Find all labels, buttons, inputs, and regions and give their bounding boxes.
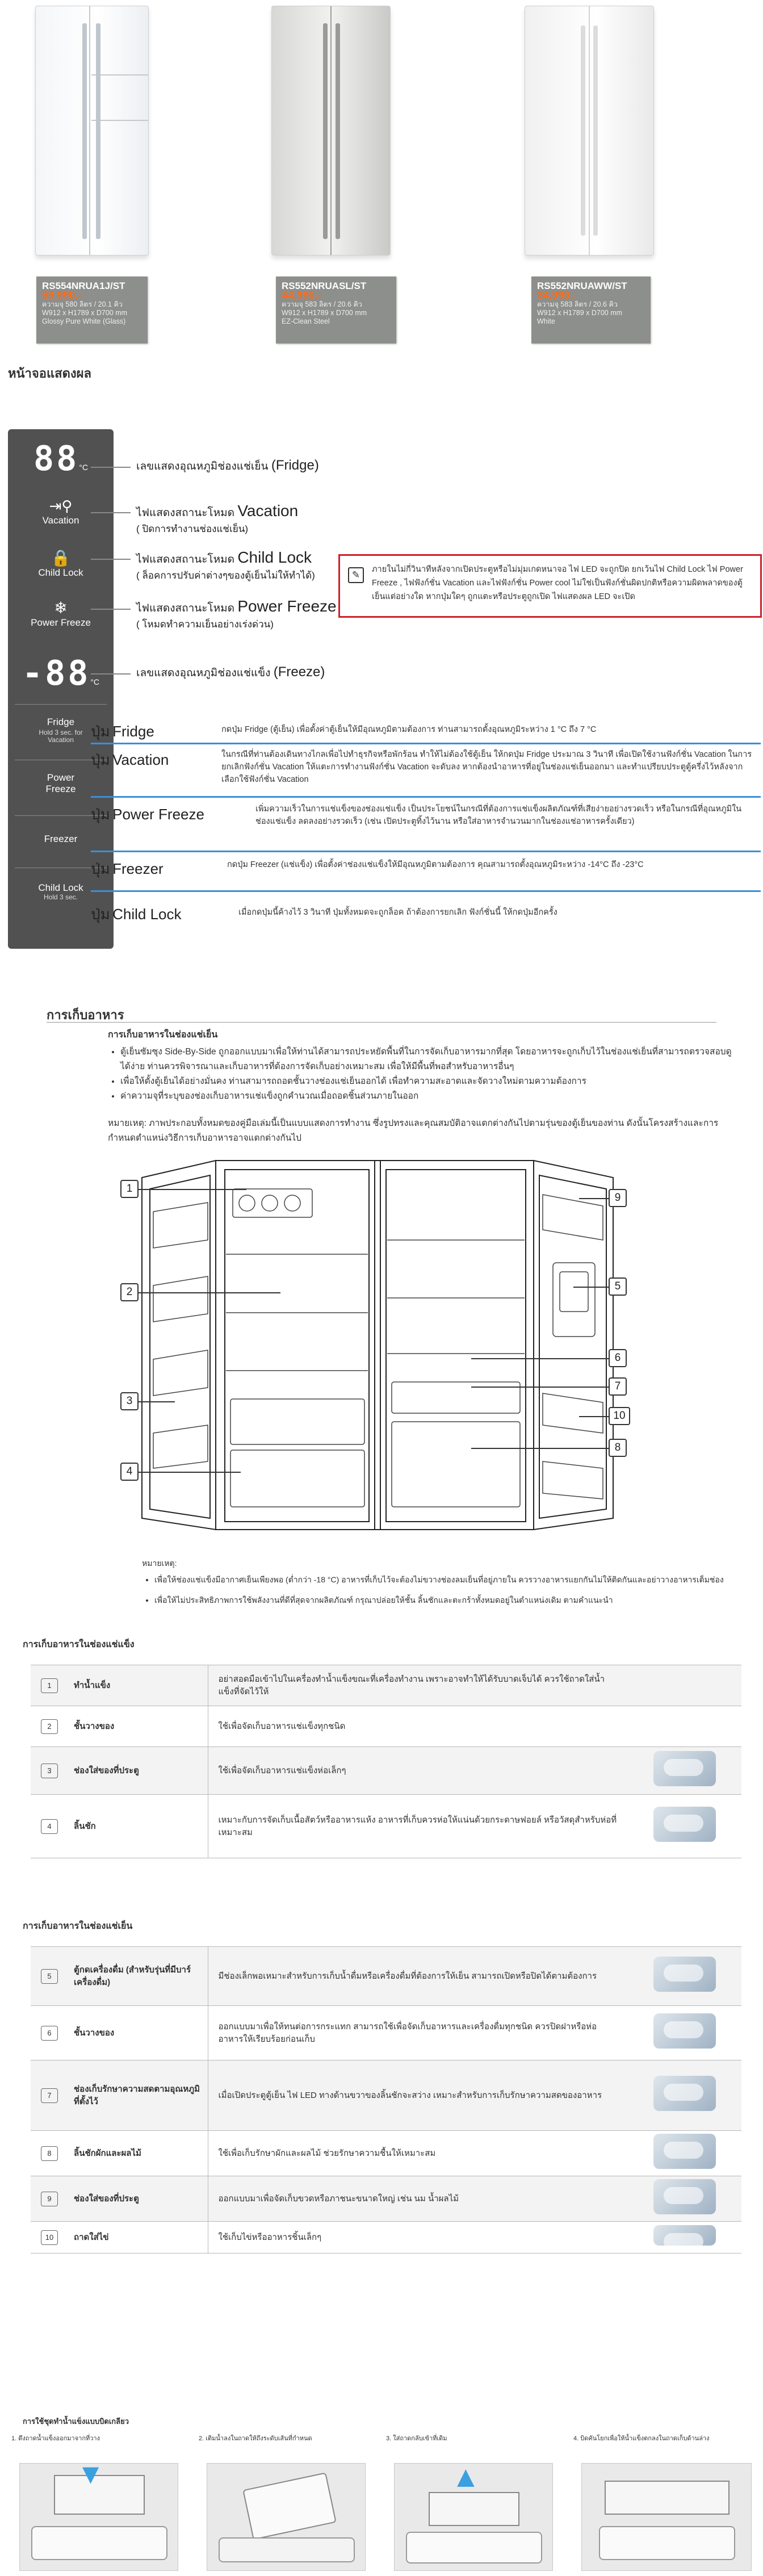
power-freeze-indicator: ❄ Power Freeze — [8, 598, 114, 629]
table-row: 7 ช่องเก็บรักษาความสดตามอุณหภูมิที่ตั้งไว้ เมื่อเปิดประตูตู้เย็น ไฟ LED ทางด้านขวาของลิ้นชักจะสว่าง เหมาะสำหรับการเก็บรักษาความสดของอาหาร — [31, 2060, 741, 2131]
price: 44,990.- — [282, 290, 321, 301]
callout-7: 7 — [609, 1377, 627, 1396]
callout-6: 6 — [609, 1349, 627, 1367]
capacity: ความจุ 583 ลิตร / 20.6 คิว — [282, 300, 362, 308]
table-row: 6 ชั้นวางของ ออกแบบมาเพื่อให้ทนต่อการกระแทก สามารถใช้เพื่อจัดเก็บอาหารและเครื่องดื่มทุกชนิด ควรปิดฝาหรือห่ออาหารให้เรียบร้อยก่อนเก็บ — [31, 2006, 741, 2060]
list-item: • เพื่อให้ช่องแช่แข็งมีอากาศเย็นเพียงพอ (ต่ำกว่า -18 °C) อาหารที่เก็บไว้จะต้องไม่ขวางช่องลมเย็นที่อยู่ภายใน ควรวางอาหารแยกกันไม่ให้ติดกันและอย่าวางอาหารเต็มช่อง — [154, 1573, 744, 1586]
price: 34,990.- — [537, 290, 577, 301]
callout-line — [139, 1292, 280, 1293]
list-item: • ค่าความจุที่ระบุของช่องเก็บอาหารแช่แข็งถูกคำนวณเมื่อถอดชิ้นส่วนภายในออก — [120, 1089, 738, 1104]
model-name: RS552NRUAWW/ST — [537, 280, 627, 291]
divider-line — [91, 743, 761, 744]
fridge-temp-display: 88°C — [33, 439, 88, 479]
callout-10: 10 — [609, 1407, 630, 1425]
finish: EZ-Clean Steel — [282, 317, 330, 325]
freezer-table-title: การเก็บอาหารในช่องแช่แข็ง — [23, 1640, 135, 1649]
table-row: 4 ลิ้นชัก เหมาะกับการจัดเก็บเนื้อสัตว์หรืออาหารแห้ง อาหารที่เก็บควรห่อให้แน่นด้วยกระดาษฟอยล์ หรือวัสดุสำหรับห่อที่เหมาะสม — [31, 1795, 741, 1858]
leader-line — [91, 673, 131, 675]
storage-title: การเก็บอาหาร — [47, 1008, 124, 1022]
power-freeze-button[interactable]: Power Freeze — [45, 772, 76, 794]
product-image-1 — [35, 6, 149, 255]
callout-line — [139, 1401, 175, 1402]
frozen-food-thumbnail — [653, 1751, 716, 1786]
fridge-button[interactable]: Fridge Hold 3 sec. for Vacation — [39, 717, 83, 744]
vacation-indicator: ⇥⚲ Vacation — [8, 497, 114, 526]
model-name: RS554NRUA1J/ST — [42, 280, 125, 291]
capacity: ความจุ 583 ลิตร / 20.6 คิว — [537, 300, 618, 308]
step-image — [581, 2463, 752, 2571]
finish: White — [537, 317, 555, 325]
power-freeze-label: ไฟแสดงสถานะโหมด Power Freeze ( โหมดทำความเย็นอย่างเร่งด่วน) — [136, 597, 337, 630]
child-lock-button[interactable]: Child Lock Hold 3 sec. — [38, 882, 83, 901]
diagram-notes — [142, 1573, 744, 1607]
callout-line — [139, 1472, 241, 1473]
freezer-temp-label: เลขแสดงอุณหภูมิช่องแช่แข็ง (Freeze) — [136, 664, 325, 680]
child-lock-button-desc: เมื่อกดปุ่มนี้ค้างไว้ 3 วินาที ปุ่มทั้งหมดจะถูกล็อค ถ้าต้องการยกเลิก ฟังก์ชั่นนี้ ให้กดปุ่มอีกครั้ง — [238, 908, 557, 917]
leader-line — [91, 512, 131, 513]
list-item: • เพื่อให้ไม่ประสิทธิภาพการใช้พลังงานที่ดีที่สุดจากผลิตภัณฑ์ กรุณาปล่อยให้ชั้น ลิ้นชักและตะกร้าทั้งหมดอยู่ในตำแหน่งเดิม ตามคำแนะนำ — [154, 1593, 744, 1607]
callout-line — [471, 1358, 609, 1359]
table-row: 10 ถาดใส่ไข่ ใช้เก็บไข่หรืออาหารชิ้นเล็กๆ — [31, 2222, 741, 2254]
leader-line — [91, 609, 131, 610]
fridge-table-title: การเก็บอาหารในช่องแช่เย็น — [23, 1921, 133, 1931]
callout-line — [579, 1416, 609, 1417]
list-item: • ตู้เย็นซัมซุง Side-By-Side ถูกออกแบบมาเพื่อให้ท่านได้สามารถประหยัดพื้นที่ในการจัดเก็บอาหารมากที่สุด โดยอาหารจะถูกเก็บไว้ในช่องแช่เย็นที่สามารถตรวจสอบดูได้ง่าย ท่านควรพิจารณาและเก็บอาหารที่ต้องการจัดเก็บอย่างเหมาะสม เพื่อให้มีพื้นที่พอสำหรับอาหารอื่นๆ — [120, 1045, 738, 1074]
callout-4: 4 — [120, 1463, 139, 1481]
freezer-button-row: ปุ่ม Freezer — [91, 860, 164, 877]
step-1: 1. ดึงถาดน้ำแข็งออกมาจากที่วาง ▼ — [11, 2435, 182, 2571]
storage-bullets — [108, 1045, 738, 1104]
table-row: 2 ชั้นวางของ ใช้เพื่อจัดเก็บอาหารแช่แข็งทุกชนิด — [31, 1706, 741, 1747]
dimensions: W912 x H1789 x D700 mm — [282, 309, 367, 317]
divider-line — [91, 851, 761, 852]
table-row: 3 ช่องใส่ของที่ประตู ใช้เพื่อจัดเก็บอาหารแช่แข็งห่อเล็กๆ — [31, 1747, 741, 1795]
egg-tray-thumbnail — [653, 2225, 716, 2246]
table-row: 1 ทำน้ำแข็ง อย่าสอดมือเข้าไปในเครื่องทำน้ำแข็งขณะที่เครื่องทำงาน เพราะอาจทำให้ได้รับบาดเจ็บได้ ควรใช้ถาดใส่น้ำแข็งที่จัดไว้ให้ — [31, 1665, 741, 1706]
child-lock-indicator: 🔒 Child Lock — [8, 548, 114, 579]
dimensions: W912 x H1789 x D700 mm — [42, 309, 128, 317]
divider — [15, 704, 107, 705]
price-tag-3 — [531, 277, 651, 344]
table-row: 5 ตู้กดเครื่องดื่ม (สำหรับรุ่นที่มีบาร์เครื่องดื่ม) มีช่องเล็กพอเหมาะสำหรับการเก็บน้ำดื่มหรือเครื่องดื่มที่ต้องการให้เย็น สามารถเปิดหรือปิดได้ตามต้องการ — [31, 1947, 741, 2006]
callout-3: 3 — [120, 1392, 139, 1410]
product-image-3 — [525, 6, 654, 255]
freezer-button[interactable]: Freezer — [44, 833, 78, 844]
led-note-box: ✎ ภายในไม่กี่วินาทีหลังจากเปิดประตูหรือไม่มุ่มเกดหนาจอ ไฟ LED จะถูกปิด ยกเว้นไฟ Child Lock ไฟ Power Freeze , ไฟฟังก์ชั่น Vacation และไฟฟังก์ชั่น Power cool ไม่ใช่เป็นฟังก์ชั่นผิดปกติหรือความผิดพลาดของตู้เย็นแต่อย่างใด หากปุ่มใดๆ ถูกแตะหรือประตูถูกเปิด ไฟแสดงผล LED จะเปิด — [338, 554, 762, 618]
capacity: ความจุ 580 ลิตร / 20.1 คิว — [42, 300, 123, 308]
leader-line — [91, 467, 131, 468]
vacation-label: ไฟแสดงสถานะโหมด Vacation ( ปิดการทำงานช่องแช่เย็น) — [136, 502, 299, 534]
callout-line — [579, 1198, 609, 1199]
step-3: 3. ใส่ถาดกลับเข้าที่เดิม ▲ — [386, 2435, 556, 2571]
product-image-2 — [271, 6, 391, 255]
callout-1: 1 — [120, 1180, 139, 1198]
fridge-button-row: ปุ่ม Fridge — [91, 723, 154, 740]
freezer-temp-display: -88°C — [22, 654, 100, 693]
display-section-title: หน้าจอแสดงผล — [8, 366, 92, 380]
callout-2: 2 — [120, 1283, 139, 1301]
freezer-button-desc: กดปุ่ม Freezer (แช่แข็ง) เพื่อตั้งค่าช่องแช่แข็งให้มีอุณหภูมิตามต้องการ คุณสามารถตั้งอุณหภูมิระหว่าง -14°C ถึง -23°C — [227, 860, 644, 869]
divider-line — [91, 890, 761, 892]
model-name: RS552NRUASL/ST — [282, 280, 367, 291]
table-row: 8 ลิ้นชักผักและผลไม้ ใช้เพื่อเก็บรักษาผักและผลไม้ ช่วยรักษาความชื้นให้เหมาะสม — [31, 2131, 741, 2176]
fridge-table — [31, 1946, 741, 2254]
fridge-interior-diagram — [126, 1155, 627, 1535]
bottles-thumbnail — [653, 2179, 716, 2214]
step-image: ▲ — [394, 2463, 553, 2571]
freezer-table — [31, 1665, 741, 1858]
step-image: ▼ — [19, 2463, 178, 2571]
step-4: 4. บิดคันโยกเพื่อให้น้ำแข็งตกลงในถาดเก็บด้านล่าง — [573, 2435, 755, 2571]
table-row: 9 ช่องใส่ของที่ประตู ออกแบบมาเพื่อจัดเก็บขวดหรือภาชนะขนาดใหญ่ เช่น นม น้ำผลไม้ — [31, 2176, 741, 2222]
vegetables-thumbnail — [653, 2134, 716, 2169]
lock-icon: 🔒 — [51, 549, 71, 567]
dimensions: W912 x H1789 x D700 mm — [537, 309, 623, 317]
callout-line — [573, 1287, 609, 1288]
drinks-thumbnail — [653, 1957, 716, 1992]
vacation-icon: ⇥⚲ — [49, 497, 73, 514]
snowflake-icon: ❄ — [54, 599, 68, 617]
vacation-button-row: ปุ่ม Vacation — [91, 751, 169, 768]
meat-thumbnail — [653, 1807, 716, 1842]
callout-line — [139, 1189, 246, 1190]
callout-9: 9 — [609, 1189, 627, 1207]
child-lock-label: ไฟแสดงสถานะโหมด Child Lock ( ล็อคการปรับค่าต่างๆของตู้เย็นไม่ให้ทำได้) — [136, 548, 315, 581]
fridge-temp-label: เลขแสดงอุณหภูมิช่องแช่เย็น (Fridge) — [136, 458, 319, 473]
callout-5: 5 — [609, 1277, 627, 1296]
steps-title: การใช้ชุดทำน้ำแข็งแบบบิดเกลียว — [23, 2417, 129, 2426]
step-2: 2. เติมน้ำลงในถาดให้ถึงระดับเส้นที่กำหนด — [199, 2435, 369, 2571]
drawer-thumbnail — [653, 2076, 716, 2111]
list-item: • เพื่อให้ตั้งตู้เย็นได้อย่างมั่นคง ท่านสามารถถอดชั้นวางช่องแช่เย็นออกได้ เพื่อทำความสะอาดและจัดวางใหม่ตามความต้องการ — [120, 1074, 738, 1089]
power-freeze-button-desc: เพิ่มความเร็วในการแช่แข็งของช่องแช่แข็ง เป็นประโยชน์ในกรณีที่ต้องการแช่แข็งผลิตภัณฑ์ที่เสียง่ายอย่างรวดเร็ว หรือในกรณีที่อุณหภูมิในช่องแช่แข็ง ลดลงอย่างรวดเร็ว (เช่น เปิดประตูทิ้งไว้นาน หรือใส่อาหารจำนวนมากในช่องแช่อาหารครั้งเดียว) — [255, 805, 742, 826]
leader-line — [91, 559, 131, 560]
power-freeze-button-row: ปุ่ม Power Freeze — [91, 806, 204, 823]
price-tag-2 — [276, 277, 396, 344]
divider — [47, 1022, 716, 1023]
note-icon: ✎ — [348, 567, 364, 583]
fridge-button-desc: กดปุ่ม Fridge (ตู้เย็น) เพื่อตั้งค่าตู้เย็นให้มีอุณหภูมิตามต้องการ ท่านสามารถตั้งอุณหภูมิระหว่าง 1 °C ถึง 7 °C — [221, 725, 597, 734]
storage-note: หมายเหตุ: ภาพประกอบทั้งหมดของคู่มือเล่มนี้เป็นแบบแสดงการทำงาน ซึ่งรูปทรงและคุณสมบัติอาจแตกต่างกันไปตามรุ่นของตู้เย็นของท่าน ดังนั้นโครงสร้างและการกำหนดตำแหน่งวิธีการเก็บอาหารอาจแตกต่างกันไป — [108, 1119, 719, 1143]
divider-line — [91, 796, 761, 798]
callout-line — [471, 1387, 609, 1388]
storage-subtitle: การเก็บอาหารในช่องแช่เย็น — [108, 1030, 218, 1040]
callout-8: 8 — [609, 1439, 627, 1457]
finish: Glossy Pure White (Glass) — [42, 317, 126, 325]
vacation-button-desc: ในกรณีที่ท่านต้องเดินทางไกลเพื่อไปทำธุรกิจหรือพักร้อน ทำให้ไม่ต้องใช้ตู้เย็น ให้กดปุ่ม Fridge ประมาณ 3 วินาที เพื่อเปิดใช้งานฟังก์ชั่น Vacation ในการยกเลิกฟังก์ชั่น Vacation ให้แตะการทำงานฟังก์ชั่น Vacation จะดับลง หากต้องนำอาหารที่อยู่ในช่องแช่เย็นออกมา และทำแปรียบประตูตู้ครึ่งไว้หลังจากเลือกใช้ฟังก์ชั่น Vacation — [221, 750, 752, 784]
diagram-notes-title: หมายเหตุ: — [142, 1559, 177, 1568]
price: 59,990.- — [42, 290, 82, 301]
price-tag-1 — [36, 277, 148, 344]
callout-line — [471, 1448, 609, 1449]
step-image — [207, 2463, 366, 2571]
shelf-thumbnail — [653, 2013, 716, 2049]
child-lock-button-row: ปุ่ม Child Lock — [91, 906, 182, 923]
